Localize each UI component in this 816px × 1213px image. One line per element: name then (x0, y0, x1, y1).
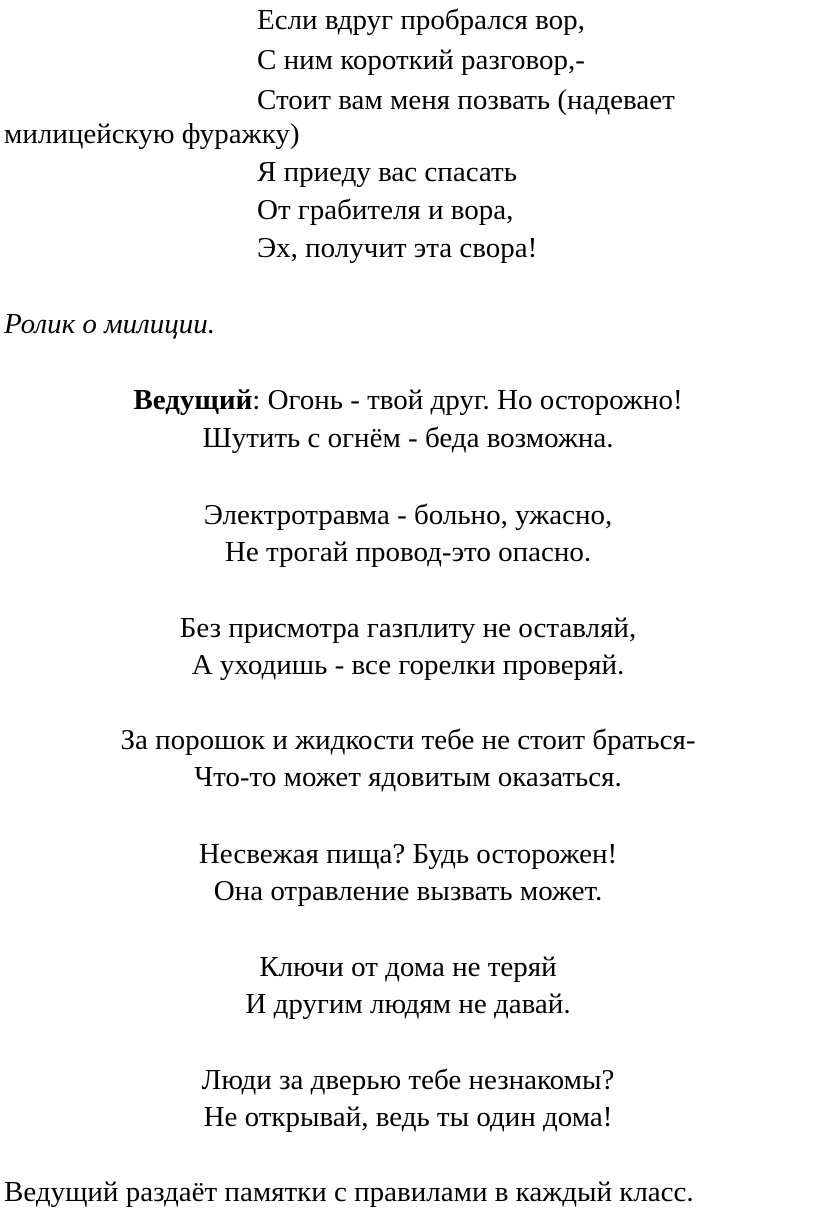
host-line: Что-то может ядовитым оказаться. (194, 761, 622, 793)
verse-line: Я приеду вас спасать (257, 156, 517, 188)
host-line: Несвежая пища? Будь осторожен! (198, 838, 618, 870)
verse-line: От грабителя и вора, (257, 194, 514, 226)
host-line: Электротравма - больно, ужасно, (203, 499, 613, 531)
host-first-line (0, 382, 816, 418)
host-line: Шутить с огнём - беда возможна. (202, 422, 614, 454)
verse-line-continuation: милицейскую фуражку) (4, 118, 300, 150)
speaker-name: Ведущий (133, 384, 253, 416)
verse-line: С ним короткий разговор,- (257, 44, 585, 76)
host-line: За порошок и жидкости тебе не стоит браться- (120, 724, 696, 756)
verse-line: Стоит вам меня позвать (надевает (257, 84, 675, 116)
host-line: Не трогай провод-это опасно. (224, 536, 592, 568)
host-line-text: : Огонь - твой друг. Но осторожно! (252, 384, 683, 416)
host-line: И другим людям не давай. (245, 988, 571, 1020)
stage-note: Ролик о милиции. (4, 308, 216, 340)
verse-line: Если вдруг пробрался вор, (257, 4, 585, 36)
host-line: Люди за дверью тебе незнакомы? (201, 1064, 615, 1096)
host-line: Она отравление вызвать может. (213, 875, 603, 907)
verse-line: Эх, получит эта свора! (257, 232, 538, 264)
final-note: Ведущий раздаёт памятки с правилами в каждый класс. (4, 1176, 694, 1208)
host-line: Без присмотра газплиту не оставляй, (179, 612, 637, 644)
host-line: Ключи от дома не теряй (259, 951, 557, 983)
host-line: А уходишь - все горелки проверяй. (191, 649, 625, 681)
host-line: Не открывай, ведь ты один дома! (203, 1101, 613, 1133)
